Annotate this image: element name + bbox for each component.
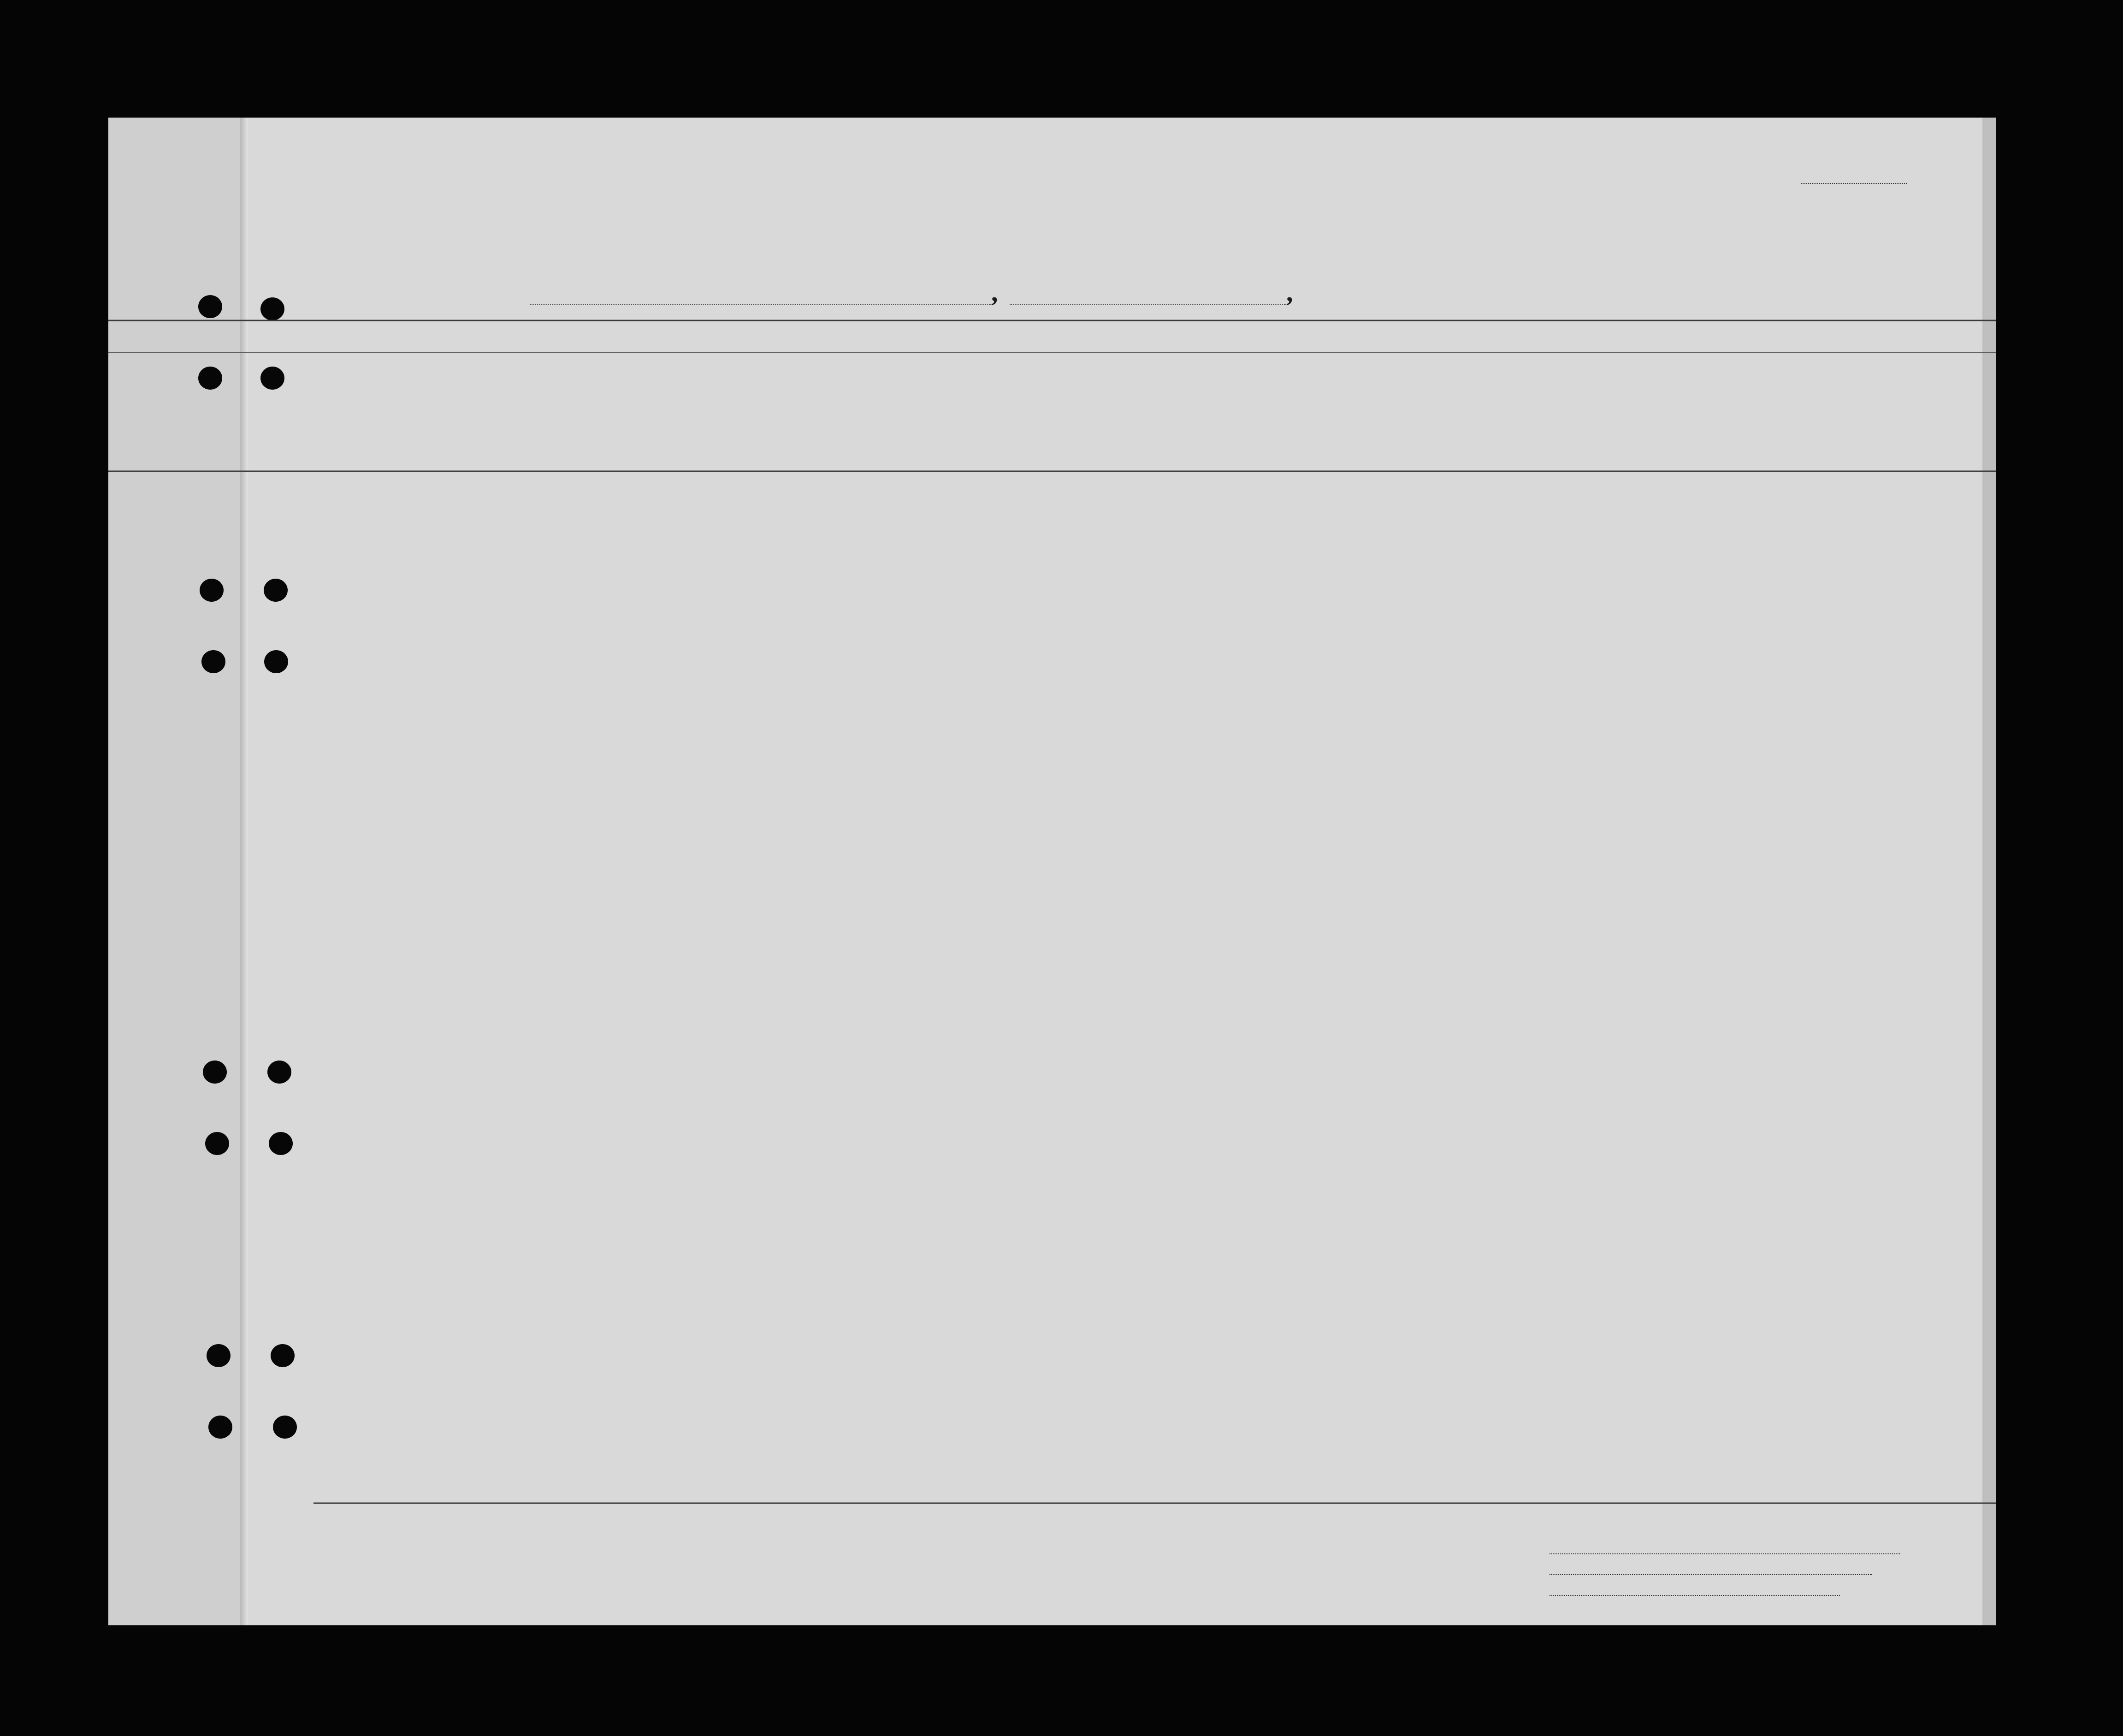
- comma: ,: [991, 277, 998, 307]
- comma2: ,: [1286, 277, 1293, 307]
- local-agents-field: [1547, 1586, 1840, 1599]
- owners-field: [1547, 1565, 1872, 1578]
- date-line: [1010, 304, 1286, 305]
- line-field: [1547, 1545, 1900, 1558]
- list-label: [1798, 167, 1907, 189]
- port-line: [530, 304, 991, 305]
